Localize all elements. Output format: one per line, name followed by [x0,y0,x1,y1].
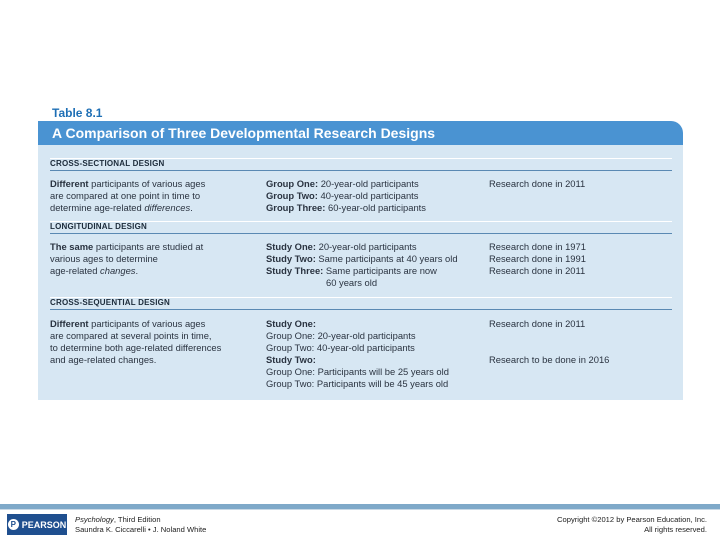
longitudinal-description: The same participants are studied at various ages to determine age-related changes. [50,241,204,276]
cross-sequential-research-2016: Research to be done in 2016 [489,354,610,365]
list-item: Group Two: 40-year-old participants [266,342,415,353]
list-item: Group Three: 60-year-old participants [266,202,426,213]
cross-sequential-studies [266,318,449,390]
table-title: A Comparison of Three Developmental Research Designs [38,121,683,145]
cross-sectional-groups [266,178,426,214]
footer-book-info: Psychology, Third Edition Saundra K. Ciccarelli • J. Noland White [75,515,207,534]
list-item: Group One: Participants will be 25 years old [266,366,449,377]
list-item: Study One: 20-year-old participants [266,241,417,252]
pearson-mark-icon: P [8,519,19,530]
footer-divider-thin [0,509,720,510]
section-header-longitudinal: LONGITUDINAL DESIGN [50,221,672,234]
cross-sequential-description: Different participants of various ages are compared at several points in time, to determine both age-related differences and age-related changes. [50,318,222,365]
list-item: Study Two: Same participants at 40 years old [266,253,458,264]
cross-sectional-research: Research done in 2011 [489,178,586,189]
list-item: Study Three: Same participants are now [266,265,437,276]
table-label: Table 8.1 [52,106,103,120]
longitudinal-research: Research done in 1971 Research done in 1991 Research done in 2011 [489,241,586,276]
section-header-cross-sectional: CROSS-SECTIONAL DESIGN [50,158,672,171]
list-item: Group One: 20-year-old participants [266,330,416,341]
list-item: 60 years old [326,277,378,288]
list-item: Study One: [266,318,317,329]
section-header-cross-sequential: CROSS-SEQUENTIAL DESIGN [50,297,672,310]
list-item: Group One: 20-year-old participants [266,178,419,189]
longitudinal-studies [266,241,458,289]
list-item: Study Two: [266,354,316,365]
list-item: Group Two: 40-year-old participants [266,190,419,201]
list-item: Group Two: Participants will be 45 years old [266,378,449,389]
cross-sequential-research-2011: Research done in 2011 [489,318,586,329]
footer-copyright: Copyright ©2012 by Pearson Education, Inc. All rights reserved. [557,515,707,534]
cross-sectional-description: Different participants of various ages are compared at one point in time to determine age-related differences. [50,178,206,213]
pearson-logo: P PEARSON [7,514,67,535]
